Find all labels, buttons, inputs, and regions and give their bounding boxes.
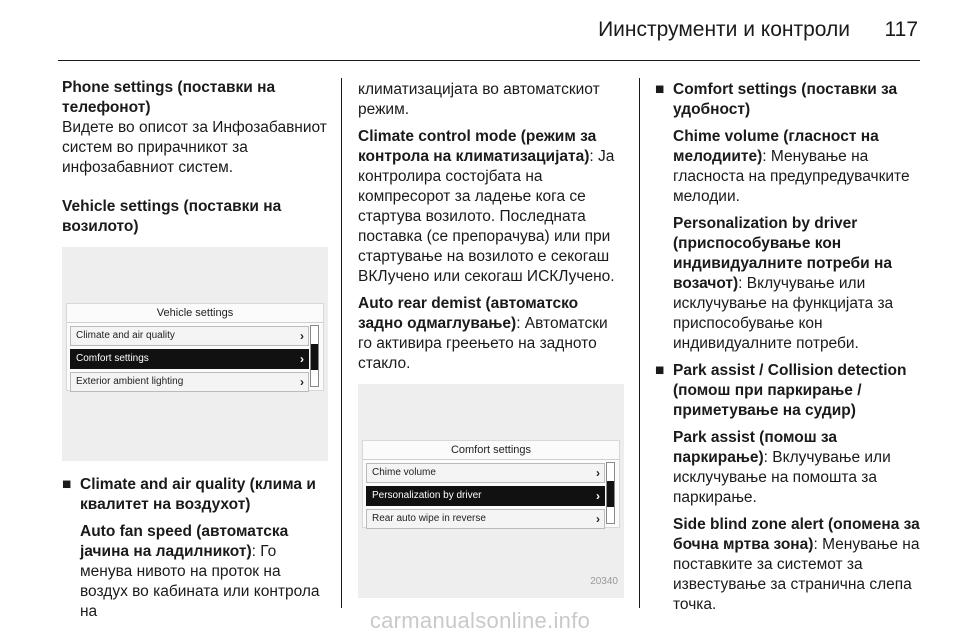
side-blind-zone-paragraph bbox=[655, 515, 925, 615]
park-assist-paragraph bbox=[655, 428, 925, 508]
climate-mode-term: Climate control mode (режим за контрола на климатизацијата) bbox=[358, 128, 597, 165]
chevron-right-icon: › bbox=[596, 489, 600, 503]
vehicle-settings-screen bbox=[66, 303, 324, 391]
rear-demist-term: Auto rear demist (автоматско задно одмаглување) bbox=[358, 295, 579, 332]
screen-title: Comfort settings bbox=[363, 441, 619, 460]
page-number: 117 bbox=[884, 18, 918, 41]
vehicle-settings-heading: Vehicle settings (поставки на возилото) bbox=[62, 198, 282, 235]
menu-row-label: Comfort settings bbox=[76, 353, 149, 364]
menu-row-label: Exterior ambient lighting bbox=[76, 376, 184, 387]
chime-term: Chime volume (гласност на мелодиите) bbox=[673, 128, 879, 165]
column-divider-1 bbox=[341, 78, 342, 608]
phone-settings-text: Видете во описот за Инфозабавниот систем во прирачникот за инфозабавниот систем. bbox=[62, 119, 327, 176]
chime-text: : Менување на гласноста на предупредувачките мелодии. bbox=[673, 148, 910, 205]
column-2 bbox=[358, 80, 624, 598]
chevron-right-icon: › bbox=[596, 512, 600, 526]
autofan-term: Auto fan speed (автоматска јачина на ладилникот) bbox=[80, 523, 289, 560]
rear-demist-text: : Автоматски го активира греењето на задното стакло. bbox=[358, 315, 608, 372]
menu-row-climate bbox=[70, 326, 309, 346]
personalization-term: Personalization by driver (приспособување кон индивидуалните потреби на возачот) bbox=[673, 215, 892, 292]
rear-demist-paragraph bbox=[358, 294, 624, 374]
menu-row-label: Personalization by driver bbox=[372, 490, 482, 501]
bullet-icon: ■ bbox=[62, 476, 72, 493]
scrollbar-thumb bbox=[607, 481, 614, 507]
side-blind-zone-term: Side blind zone alert (опомена за бочна мртва зона) bbox=[673, 516, 920, 553]
scrollbar bbox=[606, 462, 615, 524]
bullet-icon: ■ bbox=[655, 362, 665, 379]
climate-mode-text: : Ја контролира состојбата на компресорот за ладење кога се стартува возилото. Последната поставка (се препорачува) или при стартување на возилото е секогаш ВКЛучено или секогаш ИСКЛучено. bbox=[358, 148, 615, 285]
personalization-paragraph bbox=[655, 214, 925, 354]
menu-row-label: Chime volume bbox=[372, 467, 436, 478]
climate-bullet bbox=[62, 475, 330, 515]
autofan-text: : Го менува нивото на проток на воздух во кабината или контрола на bbox=[80, 543, 320, 620]
park-assist-bullet bbox=[655, 361, 925, 421]
figure-id: 20340 bbox=[590, 576, 618, 587]
comfort-settings-screen bbox=[362, 440, 620, 528]
scrollbar-thumb bbox=[311, 344, 318, 370]
comfort-heading: Comfort settings (поставки за удобност) bbox=[673, 81, 898, 118]
menu-row-label: Climate and air quality bbox=[76, 330, 175, 341]
watermark: carmanualsonline.info bbox=[369, 608, 591, 633]
climate-continued-text: климатизацијата во автоматскиот режим. bbox=[358, 81, 600, 118]
menu-row-personalization-selected bbox=[366, 486, 605, 506]
column-divider-2 bbox=[639, 78, 640, 608]
side-blind-zone-text: : Менување на поставките за системот за известување за странична слепа точка. bbox=[673, 536, 920, 613]
comfort-bullet bbox=[655, 80, 925, 120]
menu-row-chime-volume bbox=[366, 463, 605, 483]
chevron-right-icon: › bbox=[300, 329, 304, 343]
autofan-paragraph bbox=[62, 522, 330, 622]
menu-row-label: Rear auto wipe in reverse bbox=[372, 513, 486, 524]
vehicle-settings-figure bbox=[62, 247, 328, 461]
menu-row-exterior-lighting bbox=[70, 372, 309, 392]
comfort-settings-figure bbox=[358, 384, 624, 598]
park-assist-text: : Вклучување или исклучување на помошта за паркирање. bbox=[673, 449, 891, 506]
chevron-right-icon: › bbox=[300, 352, 304, 366]
header-rule bbox=[58, 60, 920, 61]
menu-row-rear-wipe bbox=[366, 509, 605, 529]
chime-paragraph bbox=[655, 127, 925, 207]
screen-title: Vehicle settings bbox=[67, 304, 323, 323]
phone-settings-heading: Phone settings (поставки на телефонот) bbox=[62, 79, 276, 116]
climate-mode-paragraph bbox=[358, 127, 624, 287]
park-assist-heading: Park assist / Collision detection (помош при паркирање / приметување на судир) bbox=[673, 362, 907, 419]
climate-heading: Climate and air quality (клима и квалитет на воздухот) bbox=[80, 476, 316, 513]
personalization-text: : Вклучување или исклучување на функцијата за приспособување кон индивидуалните потреби. bbox=[673, 275, 894, 352]
menu-row-comfort-selected bbox=[70, 349, 309, 369]
column-1 bbox=[62, 78, 330, 629]
bullet-icon: ■ bbox=[655, 81, 665, 98]
chevron-right-icon: › bbox=[596, 466, 600, 480]
park-assist-term: Park assist (помош за паркирање) bbox=[673, 429, 838, 466]
page-header-title: Иинструменти и контроли bbox=[598, 18, 850, 41]
column-3 bbox=[655, 80, 925, 622]
chevron-right-icon: › bbox=[300, 375, 304, 389]
scrollbar bbox=[310, 325, 319, 387]
